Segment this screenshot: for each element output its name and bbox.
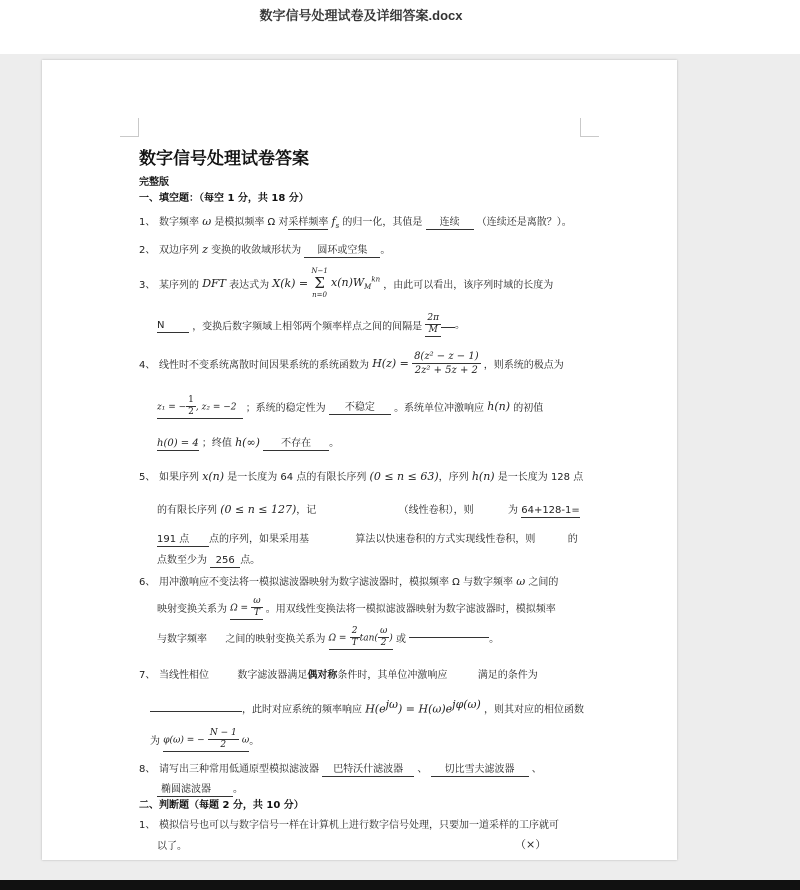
doc-subtitle: 完整版 bbox=[139, 177, 169, 188]
answer-6b: Ω = $\frac{2}{T}$ tan( $\frac{\omega}{2}$ ) bbox=[328, 626, 393, 648]
question-5-cont: 的有限长序列 (0 ≤ n ≤ 127)，记 （线性卷积），则 为 64+128-1= bbox=[157, 503, 580, 516]
question-6: 6、 用冲激响应不变法将一模拟滤波器映射为数字滤波器时，模拟频率 Ω 与数字频率 ω 之间的 bbox=[139, 575, 559, 588]
crop-mark-top-left bbox=[120, 118, 139, 137]
question-3-cont: N ，变换后数字频域上相邻两个频率样点之间的间隔是 $\frac{2\pi}{M}$ 。 bbox=[157, 313, 466, 335]
answer-4d: 不存在 bbox=[263, 438, 329, 451]
question-4-cont: z₁ = − $\frac{1}{2}$ , z₂ = −2 ；系统的稳定性为 不稳定 。系统单位冲激响应 h(n) 的初值 bbox=[157, 395, 544, 417]
document-filename: 数字信号处理试卷及详细答案.docx bbox=[259, 8, 463, 23]
answer-5b: 256 bbox=[210, 555, 240, 568]
doc-title: 数字信号处理试卷答案 bbox=[139, 149, 309, 169]
title-bar bbox=[0, 0, 800, 54]
judge-question-1-cont: 以了。 bbox=[157, 841, 187, 852]
document-page bbox=[42, 60, 677, 860]
question-6-cont2: 与数字频率 之间的映射变换关系为 Ω = $\frac{2}{T}$ tan( $\frac{\omega}{2}$ ) 或 。 bbox=[157, 626, 500, 648]
question-6-cont: 映射变换关系为 Ω = $\frac{\omega}{T}$ 。用双线性变换法将一模拟滤波器映射为数字滤波器时，模拟频率 bbox=[157, 596, 556, 618]
question-2: 2、 双边序列 z 变换的收敛域形状为 圆环或空集 。 bbox=[139, 243, 391, 256]
judge-answer-1: （×） bbox=[515, 838, 547, 851]
answer-6c-blank bbox=[409, 637, 489, 638]
answer-7a-blank bbox=[150, 711, 242, 712]
answer-8a: 巴特沃什滤波器 bbox=[322, 764, 414, 777]
bottom-bar bbox=[0, 880, 800, 890]
system-function: $\frac{\text{8(z² − z − 1)}}{\text{2z² + 5z + 2}}$ bbox=[414, 351, 479, 376]
answer-5a: 64+128-1= bbox=[521, 505, 580, 516]
answer-3b: $\frac{2\pi}{M}$ bbox=[427, 313, 440, 335]
question-4-cont2: h(0) = 4 ；终值 h(∞) 不存在 。 bbox=[157, 436, 340, 449]
section-heading-fill-blank: 一、填空题：（每空 1 分，共 18 分） bbox=[139, 193, 309, 204]
question-5-cont3: 点数至少为 256 点。 bbox=[157, 555, 261, 566]
answer-4a: z₁ = − $\frac{1}{2}$ , z₂ = −2 bbox=[157, 395, 243, 419]
answer-8b: 切比雪夫滤波器 bbox=[431, 764, 529, 777]
question-4: 4、 线性时不变系统离散时间因果系统的系统函数为 H(z) = $\frac{\text{8(z² − z − 1)}}{\text{2z² + 5z + 2}}$ ，则系统的极点为 bbox=[139, 351, 564, 376]
question-8: 8、 请写出三种常用低通原型模拟滤波器 巴特沃什滤波器 、 切比雪夫滤波器 、 bbox=[139, 764, 542, 775]
question-3: 3、 某序列的 DFT 表达式为 X(k) = N−1 Σ n=0 $x(n)W_M^{kn}$ ，由此可以看出，该序列时域的长度为 bbox=[139, 267, 554, 299]
question-1: 1、 数字频率 ω 是模拟频率 Ω 对采样频率 $f_s$ 的归一化，其值是 连续 （连续还是离散？）。 bbox=[139, 215, 572, 231]
answer-4b: 不稳定 bbox=[329, 402, 391, 415]
answer-8c: 椭圆滤波器 bbox=[157, 784, 233, 797]
question-7-cont2: 为 φ(ω) = − $\frac{N - 1}{2}$ ω。 bbox=[150, 728, 260, 750]
question-5: 5、 如果序列 x(n) 是一长度为 64 点的有限长序列 (0 ≤ n ≤ 63)，序列 h(n) 是一长度为 128 点 bbox=[139, 470, 584, 483]
answer-6a: Ω = $\frac{\omega}{T}$ bbox=[230, 596, 261, 618]
answer-1: 连续 bbox=[426, 217, 474, 230]
answer-4c: h(0) = 4 bbox=[157, 438, 199, 449]
summation-symbol: N−1 Σ n=0 bbox=[311, 267, 328, 299]
question-7: 7、 当线性相位 数字滤波器满足偶对称条件时，其单位冲激响应 满足的条件为 bbox=[139, 670, 538, 681]
question-5-cont2: 191 点 点的序列，如果采用基 算法以快速卷积的方式实现线性卷积，则 的 bbox=[157, 534, 578, 545]
crop-mark-top-right bbox=[580, 118, 599, 137]
answer-2: 圆环或空集 bbox=[304, 245, 380, 258]
question-7-cont: ，此时对应系统的频率响应 $H(e^{j\omega}) = H(\omega)e^{j\varphi(\omega)}$ ，则其对应的相位函数 bbox=[150, 698, 584, 715]
answer-5a-cont: 191 点 bbox=[157, 534, 209, 547]
answer-3a: N bbox=[157, 320, 189, 333]
answer-7b: φ(ω) = − $\frac{N - 1}{2}$ ω bbox=[163, 728, 250, 750]
section-heading-true-false: 二、判断题（每题 2 分，共 10 分） bbox=[139, 800, 304, 811]
question-8-cont: 椭圆滤波器 。 bbox=[157, 780, 243, 797]
judge-question-1: 1、 模拟信号也可以与数字信号一样在计算机上进行数字信号处理，只要加一道采样的工序就可 bbox=[139, 820, 559, 831]
